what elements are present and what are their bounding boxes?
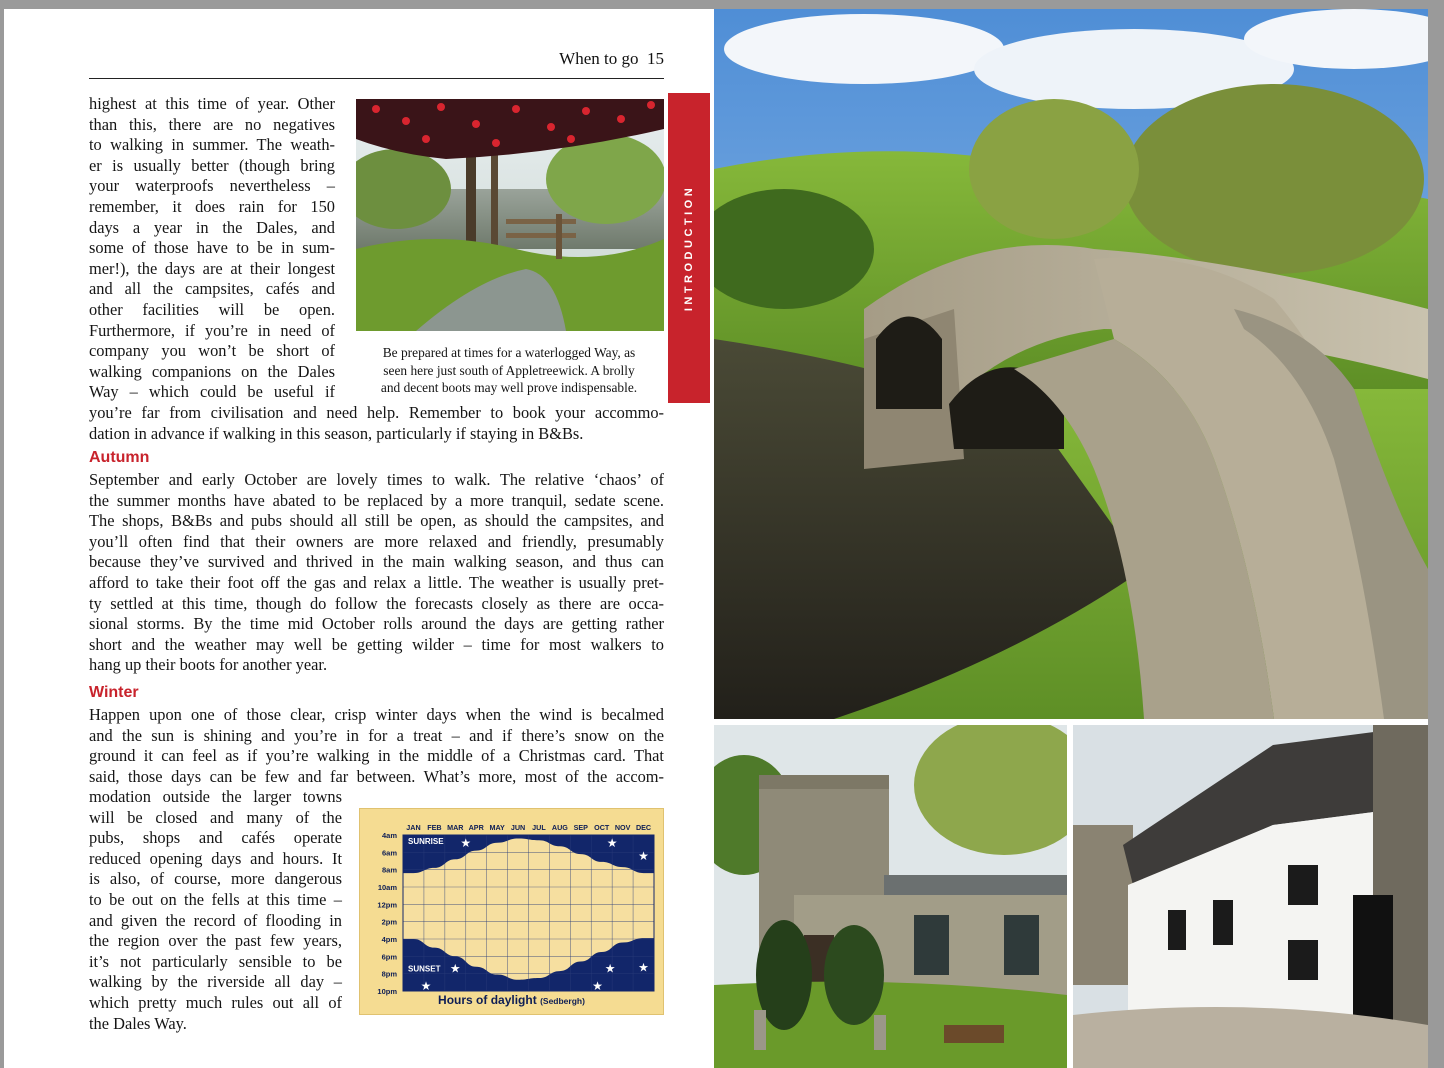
text-line: you’ll often find that their owners are more relaxed and friendly, presumably [89,531,664,551]
winter-paragraph-continued [89,787,342,1034]
autumn-heading: Autumn [89,449,150,466]
month-label: MAY [489,823,505,832]
running-header [89,49,664,69]
text-line: you’re far from civilisation and need help. Remember to book your accommo- [89,403,664,422]
summer-paragraph [89,94,335,403]
text-line: mer!), the days are at their longest [89,258,335,278]
text-line: because they’ve survived and thrived in the main walking season, and thus can [89,552,664,572]
text-line: and the sun is shining and you’re in for a treat – and if there’s snow on the [89,725,664,745]
caption-line: seen here just south of Appletreewick. A brolly [383,362,635,378]
text-line: walking by the riverside all day – [89,972,342,992]
text-line: your waterproofs nevertheless – [89,176,335,196]
star-icon: ★ [638,848,649,863]
summer-paragraph-continued [89,403,664,444]
y-tick-label: 8pm [381,969,397,979]
text-line: the summer months have abated to be replaced by a more tranquil, sedate scene. [89,490,664,510]
text-line: and given the record of flooding in [89,910,342,930]
y-tick-label: 4pm [381,935,397,944]
text-line: will be closed and many of the [89,807,342,827]
star-icon: ★ [449,961,461,976]
text-line: modation outside the larger towns [89,787,342,806]
daylight-chart [359,808,664,1015]
book-spread [0,9,1444,1068]
text-line: the region over the past few years, [89,931,342,951]
text-line: to be out on the fells at this time – [89,889,342,909]
right-page [714,9,1428,1068]
sunset-label: SUNSET [408,964,441,974]
text-line: Happen upon one of those clear, crisp winter days when the wind is becalmed [89,705,664,724]
text-line: hang up their boots for another year. [89,655,328,675]
text-line: September and early October are lovely times to walk. The relative ‘chaos’ of [89,470,664,489]
text-line: ground it can feel as if you’re walking in the middle of a Christmas card. That [89,746,664,766]
chart-subtitle: (Sedbergh) [540,996,585,1006]
photo-caption [356,344,662,397]
church-photo [714,725,1067,1068]
month-label: DEC [635,823,652,832]
winter-heading: Winter [89,684,139,701]
star-icon: ★ [604,961,616,976]
winter-paragraph [89,705,664,787]
sunrise-label: SUNRISE [408,837,444,846]
star-icon: ★ [420,978,432,993]
caption-line: Be prepared at times for a waterlogged Way, as [382,345,636,360]
text-line: highest at this time of year. Other [89,94,335,113]
y-tick-label: 4am [381,831,397,840]
text-line: to walking in summer. The weath- [89,135,335,155]
text-line: reduced opening days and hours. It [89,848,342,868]
text-line: days a year in the Dales, and [89,217,335,237]
y-tick-label: 6am [381,848,397,858]
month-label: JAN [406,823,421,832]
month-label: MAR [447,823,464,832]
text-line: Way – which could be useful if [89,382,335,402]
month-label: AUG [551,823,568,832]
text-line: other facilities will be open. [89,299,335,319]
text-line: than this, there are no negatives [89,114,335,134]
text-line: Furthermore, if you’re in need of [89,320,335,340]
daylight-chart-svg [360,809,663,1014]
text-line: er is usually better (though bring [89,155,335,175]
left-page [4,9,714,1068]
y-tick-label: 8am [381,865,397,875]
text-line: company you won’t be short of [89,341,335,361]
text-line: it’s not particularly sensible to be [89,951,342,971]
star-icon: ★ [606,835,618,850]
text-line: is also, of course, more dangerous [89,869,342,889]
chart-title [360,993,663,1007]
y-tick-label: 12pm [377,900,397,910]
header-section: When to go [559,49,639,68]
autumn-paragraph [89,470,664,676]
text-line: ty settled at this time, though do follow the forecasts closely as there are occa- [89,593,664,613]
text-line: which pretty much rules out all of [89,992,342,1012]
stone-bridge-photo [714,9,1428,719]
y-tick-label: 6pm [381,952,397,962]
header-rule [89,78,664,79]
y-tick-label: 10am [377,883,397,892]
month-label: NOV [614,823,631,832]
star-icon: ★ [638,960,649,975]
inn-photo [1073,725,1428,1068]
text-line: afford to take their foot off the gas and relax a little. The weather is usually pret- [89,572,664,592]
text-line: some of those have to be in sum- [89,238,335,258]
star-icon: ★ [460,835,472,850]
text-line: short and the weather may well be getting wilder – time for most walkers to [89,634,664,654]
month-label: SEP [573,823,588,832]
y-tick-label: 10pm [377,987,397,996]
text-line: The shops, B&Bs and pubs should all still be open, as should the campsites, and [89,511,664,531]
text-line: sional storms. By the time mid October rolls around the days are getting rather [89,614,664,634]
month-label: FEB [427,823,442,832]
y-tick-label: 2pm [381,917,397,927]
section-tab [668,93,710,403]
text-line: said, those days can be few and far between. What’s more, most of the accom- [89,766,664,786]
page-number: 15 [647,49,664,68]
month-label: JUN [510,823,526,832]
chart-title-text: Hours of daylight [438,993,537,1007]
month-label: OCT [594,823,610,832]
text-line: remember, it does rain for 150 [89,196,335,216]
text-line: and all the campsites, cafés and [89,279,335,299]
month-label: JUL [532,823,546,832]
month-label: APR [468,823,484,832]
text-line: dation in advance if walking in this season, particularly if staying in B&Bs. [89,423,584,443]
text-line: walking companions on the Dales [89,361,335,381]
flooded-path-photo [356,99,664,331]
caption-line: and decent boots may well prove indispensable. [380,380,638,395]
text-line: the Dales Way. [89,1013,187,1033]
section-tab-label: INTRODUCTION [683,184,695,312]
star-icon: ★ [592,978,603,993]
text-line: pubs, shops and cafés operate [89,828,342,848]
